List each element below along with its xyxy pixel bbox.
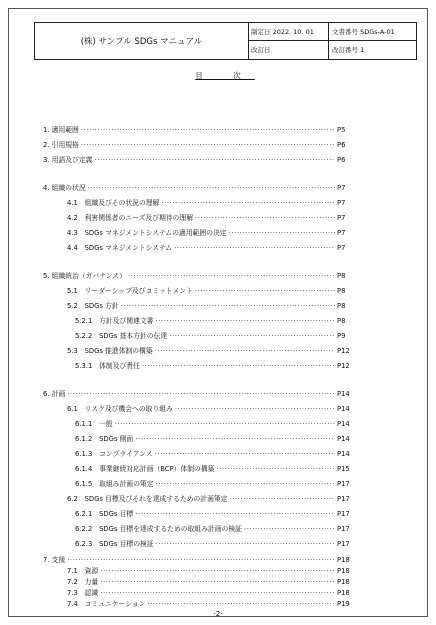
revision-number: 改訂番号 1 — [328, 41, 416, 59]
toc-entry[interactable]: 6.1.5 取組み計画の策定 ····· P17 — [75, 479, 363, 489]
toc-entry[interactable]: 5.2.1 方針及び関連文書 ····· P8 — [75, 316, 363, 326]
toc-entry[interactable]: 7.4 コミュニケーション ····· P19 — [67, 599, 363, 609]
toc-entry[interactable]: 3. 用語及び定義 ····· P6 — [43, 155, 363, 165]
document-header — [34, 22, 417, 60]
toc-entry[interactable]: 7.2 力量 ····· P18 — [67, 577, 363, 587]
toc-entry[interactable]: 4. 組織の状況 ····· P7 — [43, 183, 363, 193]
toc-entry[interactable]: 6.1.3 コンプライアンス ····· P14 — [75, 449, 363, 459]
toc-entry[interactable]: 5.3.1 体制及び責任 ····· P12 — [75, 361, 363, 371]
toc-entry[interactable]: 4.4 SDGs マネジメントシステム ····· P7 — [67, 243, 363, 253]
toc-entry[interactable]: 6.2.3 SDGs 目標の検証 ····· P17 — [75, 539, 363, 549]
toc-entry[interactable]: 4.2 利害関係者のニーズ及び期待の理解 ····· P7 — [67, 213, 363, 223]
toc-entry[interactable]: 5.1 リーダーシップ及びコミットメント ····· P8 — [67, 286, 363, 296]
toc-entry[interactable]: 7. 支援 ····· P18 — [43, 555, 363, 565]
toc-entry[interactable]: 6.1.2 SDGs 側面 ····· P14 — [75, 434, 363, 444]
toc-entry[interactable]: 5.2 SDGs 方針 ····· P8 — [67, 301, 363, 311]
toc-entry[interactable]: 6.2.2 SDGs 目標を達成するための取組み計画の検証 ····· P17 — [75, 524, 363, 534]
page-number: -2- — [213, 610, 223, 618]
toc-entry[interactable]: 5.2.2 SDGs 基本方針の伝達 ····· P9 — [75, 331, 363, 341]
toc-entry[interactable]: 5.3 SDGs 推進体制の構築 ····· P12 — [67, 346, 363, 356]
toc-heading: 目 次 — [195, 71, 255, 80]
toc-entry[interactable]: 1. 適用範囲 ····· P5 — [43, 125, 363, 135]
toc-entry[interactable]: 7.3 認識 ····· P18 — [67, 588, 363, 598]
toc-entry[interactable]: 4.3 SDGs マネジメントシステムの適用範囲の決定 ····· P7 — [67, 228, 363, 238]
toc-entry[interactable]: 6.1.1 一般 ····· P14 — [75, 419, 363, 429]
toc-entry[interactable]: 2. 引用規格 ····· P6 — [43, 140, 363, 150]
toc-entry[interactable]: 6.1.4 事業継続対応計画（BCP）体制の構築 ····· P15 — [75, 464, 363, 474]
toc-entry[interactable]: 6. 計画 ····· P14 — [43, 389, 363, 399]
established-date: 制定日 2022. 10. 01 — [248, 23, 328, 41]
toc-entry[interactable]: 6.2 SDGs 目標及びそれを達成するための計画策定 ····· P17 — [67, 494, 363, 504]
revision-date: 改訂日 — [251, 46, 271, 54]
toc-entry[interactable]: 5. 組織統治（ガバナンス） ····· P8 — [43, 271, 363, 281]
toc-entry[interactable]: 6.1 リスク及び機会への取り組み ····· P14 — [67, 404, 363, 414]
document-title: (株) サンプル SDGs マニュアル — [35, 23, 249, 59]
toc-entry[interactable]: 6.2.1 SDGs 目標 ····· P17 — [75, 509, 363, 519]
document-number: 文書番号 SDGs-A-01 — [328, 23, 416, 41]
toc-entry[interactable]: 4.1 組織及びその状況の理解 ····· P7 — [67, 198, 363, 208]
toc-entry[interactable]: 7.1 資源 ····· P18 — [67, 566, 363, 576]
